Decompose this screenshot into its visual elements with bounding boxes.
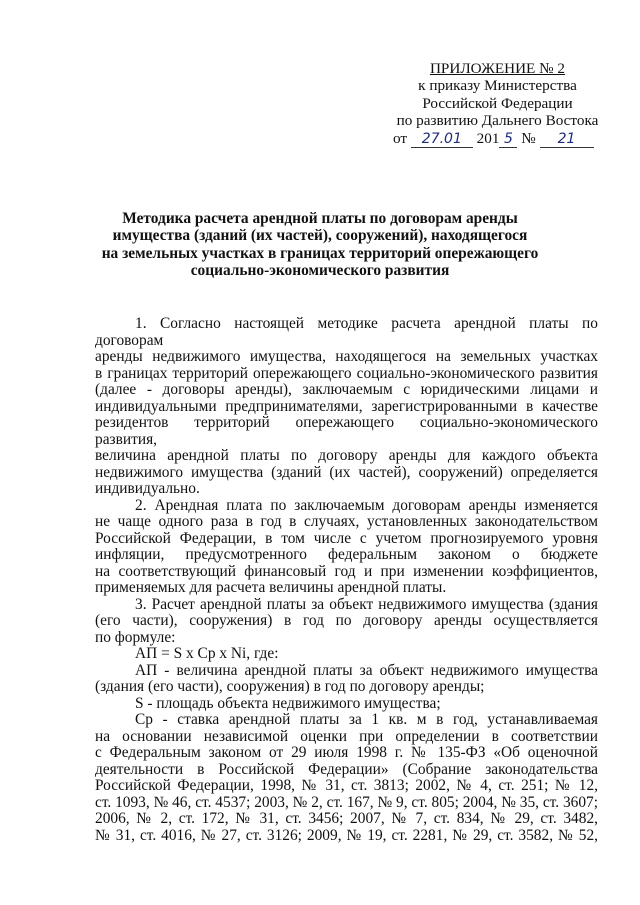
body-line: с Федеральным законом от 29 июля 1998 г. № 135-ФЗ «Об оценочной — [95, 744, 598, 761]
appendix-block — [390, 60, 605, 130]
body-line: резидентов территорий опережающего социально-экономического развития, — [95, 414, 598, 448]
order-date-line — [393, 130, 594, 148]
body-line: инфляции, предусмотренного федеральным законом о бюджете — [95, 546, 598, 563]
body-line: 1. Согласно настоящей методике расчета арендной платы по договорам — [95, 315, 598, 349]
title-line: на земельных участках в границах территорий опережающего — [101, 244, 539, 262]
body-line: индивидуально. — [95, 480, 200, 497]
body-line: применяемых для расчета величины арендной платы. — [95, 579, 447, 596]
body-line: индивидуальными предпринимателями, зарегистрированными в качестве — [95, 397, 598, 415]
appendix-title: ПРИЛОЖЕНИЕ № 2 — [429, 60, 566, 77]
body-line: Российской Федерации, 1998, № 31, ст. 3813; 2002, № 4, ст. 251; № 12, — [95, 777, 598, 794]
body-line: 3. Расчет арендной платы за объект недвижимого имущества (здания — [135, 595, 598, 613]
body-line: (здания (его части), сооружения) в год по договору аренды; — [95, 678, 485, 695]
handwritten-date: 27.01 — [411, 131, 473, 148]
body-line: АП - величина арендной платы за объект недвижимого имущества — [135, 661, 598, 679]
body-line: на основании независимой оценки при определении в соответствии — [95, 727, 598, 745]
body-line: на соответствующий финансовый год и при изменении коэффициентов, — [95, 562, 598, 580]
body-line: ст. 1093, № 46, ст. 4537; 2003, № 2, ст. 167, № 9, ст. 805; 2004, № 35, ст. 3607; — [95, 793, 598, 811]
document-body — [95, 316, 598, 844]
formula: АП = S x Cp x Ni, где: — [135, 645, 279, 662]
title-line: Методика расчета арендной платы по договорам аренды — [122, 210, 518, 227]
body-line: 2006, № 2, ст. 172, № 31, ст. 3456; 2007, № 7, ст. 834, № 29, ст. 3482, — [95, 810, 598, 827]
number-prefix: № — [521, 130, 536, 147]
body-line: в границах территорий опережающего социально-экономического развития — [95, 364, 598, 382]
body-line: № 31, ст. 4016, № 27, ст. 3126; 2009, № 19, ст. 2281, № 29, ст. 3582, № 52, — [95, 826, 598, 844]
body-line: Ср - ставка арендной платы за 1 кв. м в год, устанавливаемая — [135, 711, 598, 728]
body-line: величина арендной платы по договору аренды для каждого объекта — [95, 447, 598, 464]
body-line: (его части), сооружения) в год по договору аренды осуществляется — [95, 612, 598, 629]
body-line: по формуле: — [95, 628, 176, 646]
document-title — [95, 210, 545, 280]
appendix-line: Российской Федерации — [422, 94, 573, 112]
date-prefix: от — [393, 130, 408, 147]
body-line: Российской Федерации, в том числе с учетом прогнозируемого уровня — [95, 529, 598, 547]
year-prefix: 201 — [476, 130, 500, 147]
appendix-line: по развитию Дальнего Востока — [396, 112, 599, 130]
title-line: социально-экономического развития — [190, 262, 450, 280]
body-line: 2. Арендная плата по заключаемым договорам аренды изменяется — [135, 496, 598, 514]
body-line: деятельности в Российской Федерации» (Собрание законодательства — [95, 760, 598, 778]
body-line: S - площадь объекта недвижимого имущества; — [135, 694, 441, 712]
body-line: недвижимого имущества (зданий (их частей), сооружений) определяется — [95, 463, 598, 481]
handwritten-year: 5 — [499, 131, 517, 148]
title-line: имущества (зданий (их частей), сооружений), находящегося — [112, 227, 528, 245]
appendix-line: к приказу Министерства — [418, 77, 577, 95]
body-line: аренды недвижимого имущества, находящегося на земельных участках — [95, 348, 598, 365]
body-line: (далее - договоры аренды), заключаемым с юридическими лицами и — [95, 381, 598, 398]
handwritten-number: 21 — [540, 131, 594, 148]
body-line: не чаще одного раза в год в случаях, установленных законодательством — [95, 513, 598, 530]
